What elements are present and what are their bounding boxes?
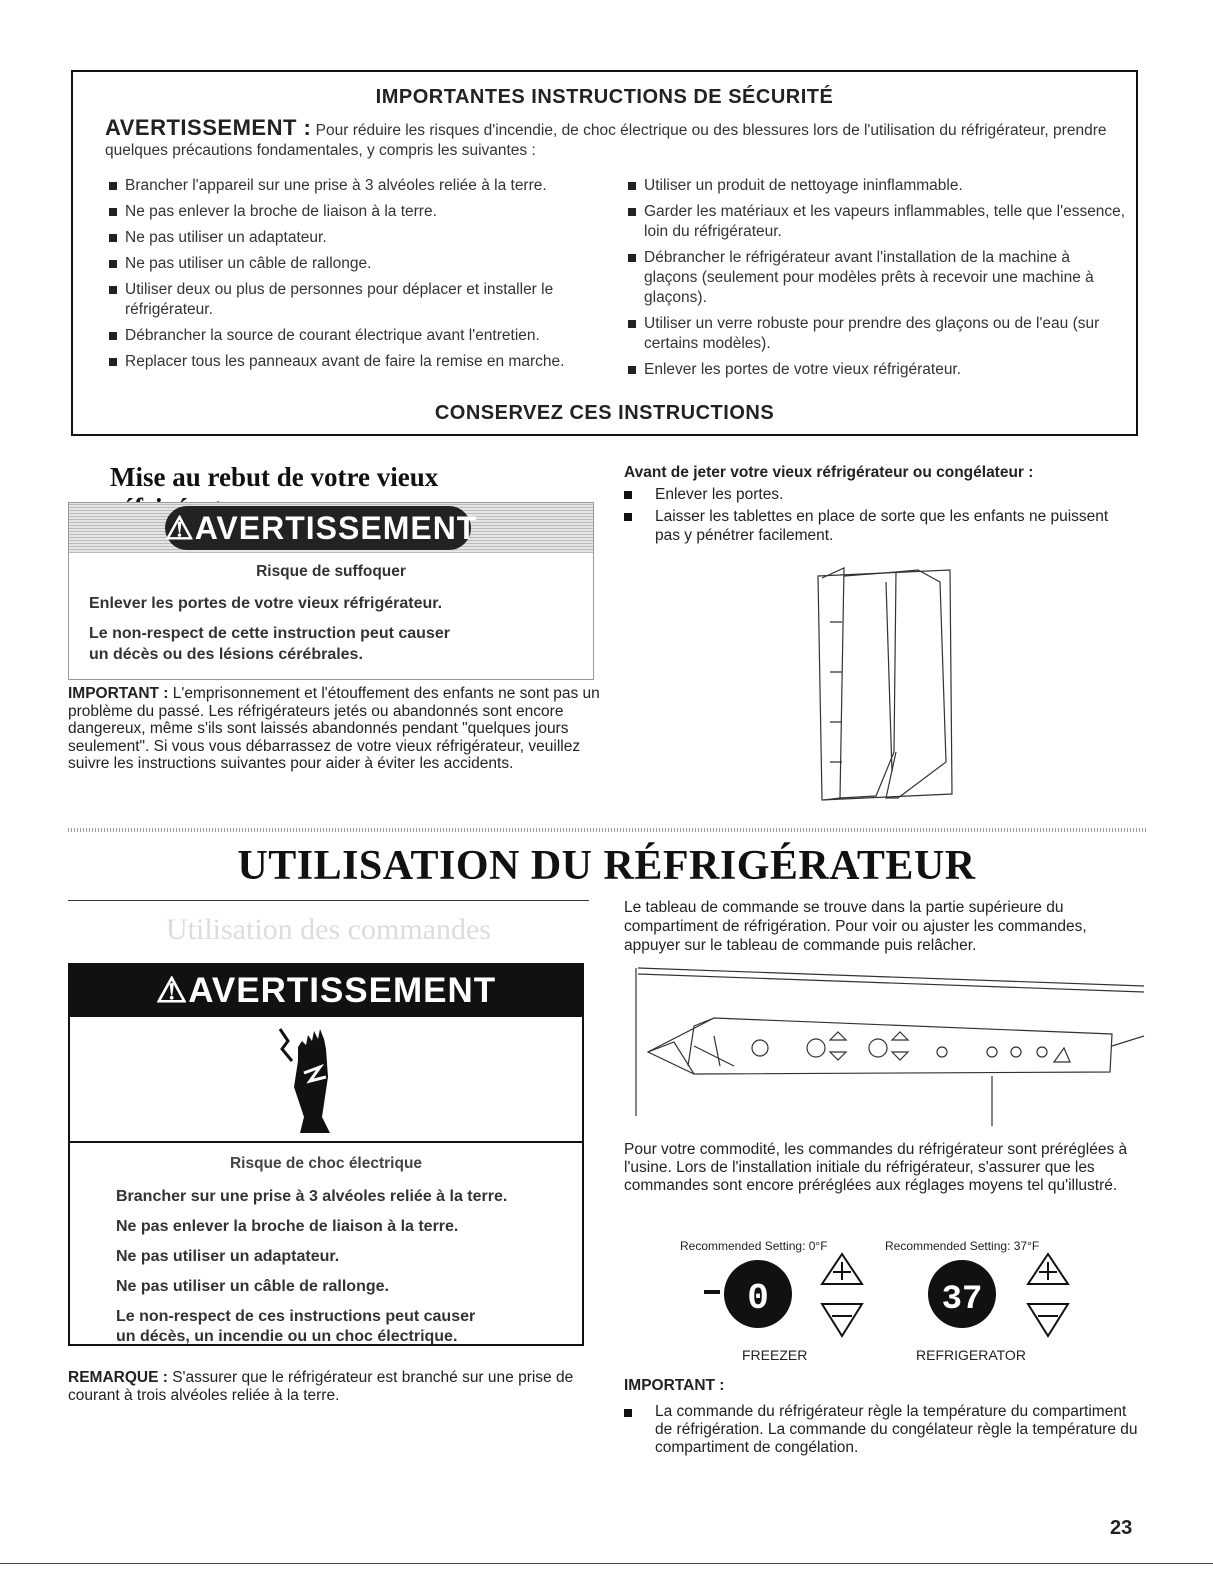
important-controls-note: [624, 1377, 1144, 1457]
bullet-icon: [109, 358, 117, 366]
list-item: Brancher l'appareil sur une prise à 3 alvéoles reliée à la terre.: [107, 176, 607, 196]
electric-shock-hand-icon: [270, 1021, 350, 1135]
list-item: Ne pas utiliser un câble de rallonge.: [107, 254, 607, 274]
remarque-label: REMARQUE :: [68, 1369, 168, 1386]
important-label: IMPORTANT :: [624, 1377, 725, 1394]
freezer-display-value: 0: [747, 1278, 769, 1319]
controls-subheading: Utilisation des commandes: [166, 913, 491, 946]
bullet-icon: [109, 208, 117, 216]
subheading-rule: [68, 900, 589, 901]
freezer-down-arrow-icon[interactable]: [822, 1304, 862, 1336]
important-paragraph: [68, 685, 603, 773]
disposal-steps: [624, 463, 1124, 545]
bullet-icon: [109, 332, 117, 340]
important-label: IMPORTANT :: [68, 685, 169, 702]
warning-line: Ne pas utiliser un adaptateur.: [116, 1248, 340, 1265]
bullet-icon: [628, 320, 636, 328]
list-item: Enlever les portes de votre vieux réfrigérateur.: [626, 360, 1126, 380]
safety-left-list: [107, 176, 607, 378]
preset-controls-paragraph: Pour votre commodité, les commandes du réfrigérateur sont préréglées à l'usine. Lors de l'installation initiale du réfrigérateur, s'assurer que les commandes sont encore préréglées aux réglages moyens tel qu'illustré.: [624, 1141, 1128, 1194]
electric-shock-warning-box: [68, 963, 584, 1346]
recommended-settings-illustration: [660, 1228, 1100, 1368]
fridge-label: REFRIGERATOR: [916, 1347, 1026, 1363]
control-panel-intro: Le tableau de commande se trouve dans la partie supérieure du compartiment de réfrigération. Pour voir ou ajuster les commandes, appuyer sur le tableau de commande puis relâcher.: [624, 899, 1087, 954]
warning-label: ⚠AVERTISSEMENT: [165, 506, 471, 550]
safety-right-list: [626, 176, 1126, 386]
warning-banner: [69, 503, 593, 553]
bullet-icon: [624, 513, 632, 521]
warning-line: Ne pas enlever la broche de liaison à la terre.: [116, 1218, 459, 1235]
warning-line: Ne pas utiliser un câble de rallonge.: [116, 1278, 389, 1295]
safety-footer: CONSERVEZ CES INSTRUCTIONS: [434, 402, 775, 424]
bullet-icon: [109, 286, 117, 294]
risk-title: Risque de choc électrique: [229, 1155, 423, 1172]
bullet-icon: [109, 260, 117, 268]
warning-line: un décès ou des lésions cérébrales.: [89, 646, 363, 663]
section-divider: [68, 828, 1146, 832]
risk-title: Risque de suffoquer: [256, 563, 406, 580]
warning-line: un décès, un incendie ou un choc électrique.: [116, 1328, 458, 1345]
disposal-heading: Mise au rebut de votre vieux: [110, 462, 439, 492]
bottom-rule: [0, 1563, 1213, 1564]
safety-title: IMPORTANTES INSTRUCTIONS DE SÉCURITÉ: [375, 86, 834, 108]
page-number: 23: [1110, 1517, 1133, 1539]
list-item: Utiliser deux ou plus de personnes pour déplacer et installer le réfrigérateur.: [107, 280, 607, 320]
list-item: Garder les matériaux et les vapeurs inflammables, telle que l'essence, loin du réfrigérateur.: [626, 202, 1126, 242]
remarque-paragraph: [68, 1369, 598, 1405]
important-text: L'emprisonnement et l'étouffement des enfants ne sont pas un problème du passé. Les réfrigérateurs jetés ou abandonnés sont encore dangereux, même s'ils sont laissés abandonnés pendant "quelques jours seulement". Si vous vous débarrassez de votre vieux réfrigérateur, veuillez suivre les instructions suivantes pour aider à éviter les accidents.: [68, 685, 600, 772]
list-item: Débrancher la source de courant électrique avant l'entretien.: [107, 326, 607, 346]
freezer-label: FREEZER: [742, 1347, 808, 1363]
fridge-doors-removed-illustration: [800, 562, 972, 804]
fridge-down-arrow-icon[interactable]: [1028, 1304, 1068, 1336]
warning-line: Le non-respect de cette instruction peut causer: [89, 625, 450, 642]
disposal-steps-title: Avant de jeter votre vieux réfrigérateur ou congélateur :: [624, 464, 1034, 481]
safety-instructions-box: [71, 70, 1138, 436]
bullet-icon: [628, 182, 636, 190]
bullet-icon: [109, 182, 117, 190]
safety-intro: [105, 115, 1116, 161]
list-item: Enlever les portes.: [624, 485, 1124, 504]
bullet-icon: [109, 234, 117, 242]
warning-line: Enlever les portes de votre vieux réfrigérateur.: [89, 595, 443, 612]
list-item: Débrancher le réfrigérateur avant l'installation de la machine à glaçons (seulement pour modèles prêts à recevoir une machine à glaçons).: [626, 248, 1126, 308]
bullet-icon: [624, 1409, 632, 1417]
section-title: UTILISATION DU RÉFRIGÉRATEUR: [237, 843, 976, 889]
fridge-display-value: 37: [941, 1281, 983, 1319]
warning-line: Brancher sur une prise à 3 alvéoles reliée à la terre.: [116, 1188, 508, 1205]
warning-word: AVERTISSEMENT :: [105, 115, 312, 140]
bullet-icon: [628, 254, 636, 262]
list-item: Replacer tous les panneaux avant de faire la remise en marche.: [107, 352, 607, 372]
list-item: Ne pas utiliser un adaptateur.: [107, 228, 607, 248]
list-item: Laisser les tablettes en place de sorte que les enfants ne puissent pas y pénétrer facilement.: [624, 507, 1124, 545]
safety-intro-text: Pour réduire les risques d'incendie, de choc électrique ou des blessures lors de l'utilisation du réfrigérateur, prendre quelques précautions fondamentales, y compris les suivantes :: [105, 122, 1107, 159]
remarque-text: S'assurer que le réfrigérateur est branché sur une prise de courant à trois alvéoles reliée à la terre.: [68, 1369, 574, 1404]
list-item: Utiliser un verre robuste pour prendre des glaçons ou de l'eau (sur certains modèles).: [626, 314, 1126, 354]
list-item: Ne pas enlever la broche de liaison à la terre.: [107, 202, 607, 222]
warning-line: Le non-respect de ces instructions peut causer: [116, 1308, 476, 1325]
suffocation-warning-box: [68, 502, 594, 680]
list-item: La commande du réfrigérateur règle la température du compartiment de réfrigération. La commande du congélateur règle la température du compartiment de congélation.: [624, 1403, 1144, 1457]
bullet-icon: [628, 208, 636, 216]
warning-label: ⚠AVERTISSEMENT: [70, 965, 582, 1017]
bullet-icon: [628, 366, 636, 374]
bullet-icon: [624, 491, 632, 499]
control-panel-illustration: [624, 966, 1149, 1131]
list-item: Utiliser un produit de nettoyage ininflammable.: [626, 176, 1126, 196]
fridge-setting-label: Recommended Setting: 37°F: [885, 1239, 1040, 1253]
warning-illustration-area: [70, 1017, 582, 1143]
freezer-setting-label: Recommended Setting: 0°F: [680, 1239, 828, 1253]
